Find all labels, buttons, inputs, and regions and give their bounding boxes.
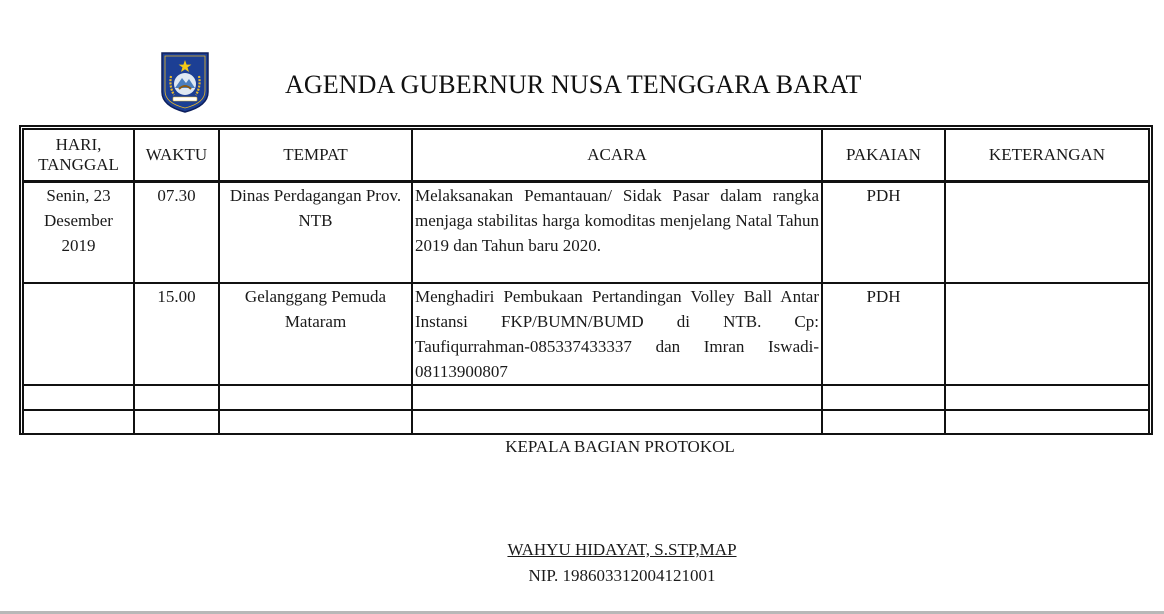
- signatory-name: WAHYU HIDAYAT, S.STP,MAP: [507, 540, 737, 559]
- cell-pakaian: PDH: [822, 181, 945, 283]
- cell-pakaian: [822, 385, 945, 410]
- header-tanggal-line: TANGGAL: [38, 154, 119, 174]
- cell-acara: [412, 410, 822, 434]
- cell-acara: Melaksanakan Pemantauan/ Sidak Pasar dalam rangka menjaga stabilitas harga komoditas menjelang Natal Tahun 2019 dan Tahun baru 2020.: [412, 181, 822, 283]
- cell-tempat: [219, 410, 412, 434]
- table-row: [23, 181, 1149, 283]
- cell-waktu: [134, 410, 219, 434]
- cell-tempat: Gelanggang Pemuda Mataram: [219, 283, 412, 385]
- cell-keterangan: [945, 283, 1149, 385]
- ntb-province-emblem-icon: [160, 50, 210, 114]
- table-row: [23, 283, 1149, 385]
- cell-keterangan: [945, 181, 1149, 283]
- header-hari-line: HARI,: [55, 134, 102, 154]
- cell-keterangan: [945, 410, 1149, 434]
- cell-tempat: [219, 385, 412, 410]
- table-row-empty: [23, 385, 1149, 410]
- table-row-empty: [23, 410, 1149, 434]
- signature-block: [0, 436, 1164, 458]
- cell-hari-tanggal: Senin, 23 Desember 2019: [23, 181, 134, 283]
- cell-hari-tanggal: [23, 283, 134, 385]
- column-header-keterangan: KETERANGAN: [945, 129, 1149, 181]
- cell-tempat: Dinas Perdagangan Prov. NTB: [219, 181, 412, 283]
- column-header-acara: ACARA: [412, 129, 822, 181]
- cell-waktu: [134, 385, 219, 410]
- cell-hari-tanggal: [23, 410, 134, 434]
- signatory-name-line: [0, 539, 1164, 561]
- signatory-position: KEPALA BAGIAN PROTOKOL: [505, 437, 735, 456]
- column-header-hari-tanggal: [23, 129, 134, 181]
- table-header-row: [23, 129, 1149, 181]
- signatory-nip: NIP. 198603312004121001: [528, 566, 716, 585]
- column-header-tempat: TEMPAT: [219, 129, 412, 181]
- agenda-table-frame: [19, 125, 1153, 435]
- cell-keterangan: [945, 385, 1149, 410]
- cell-waktu: 07.30: [134, 181, 219, 283]
- cell-hari-tanggal: [23, 385, 134, 410]
- cell-pakaian: [822, 410, 945, 434]
- agenda-table: [22, 128, 1150, 435]
- cell-pakaian: PDH: [822, 283, 945, 385]
- cell-acara: [412, 385, 822, 410]
- column-header-pakaian: PAKAIAN: [822, 129, 945, 181]
- cell-waktu: 15.00: [134, 283, 219, 385]
- cell-acara: Menghadiri Pembukaan Pertandingan Volley Ball Antar Instansi FKP/BUMN/BUMD di NTB. Cp: Taufiqurrahman-085337433337 dan Imran Iswadi-08113900807: [412, 283, 822, 385]
- page-title: AGENDA GUBERNUR NUSA TENGGARA BARAT: [285, 70, 862, 99]
- column-header-waktu: WAKTU: [134, 129, 219, 181]
- signatory-nip-line: [0, 565, 1164, 587]
